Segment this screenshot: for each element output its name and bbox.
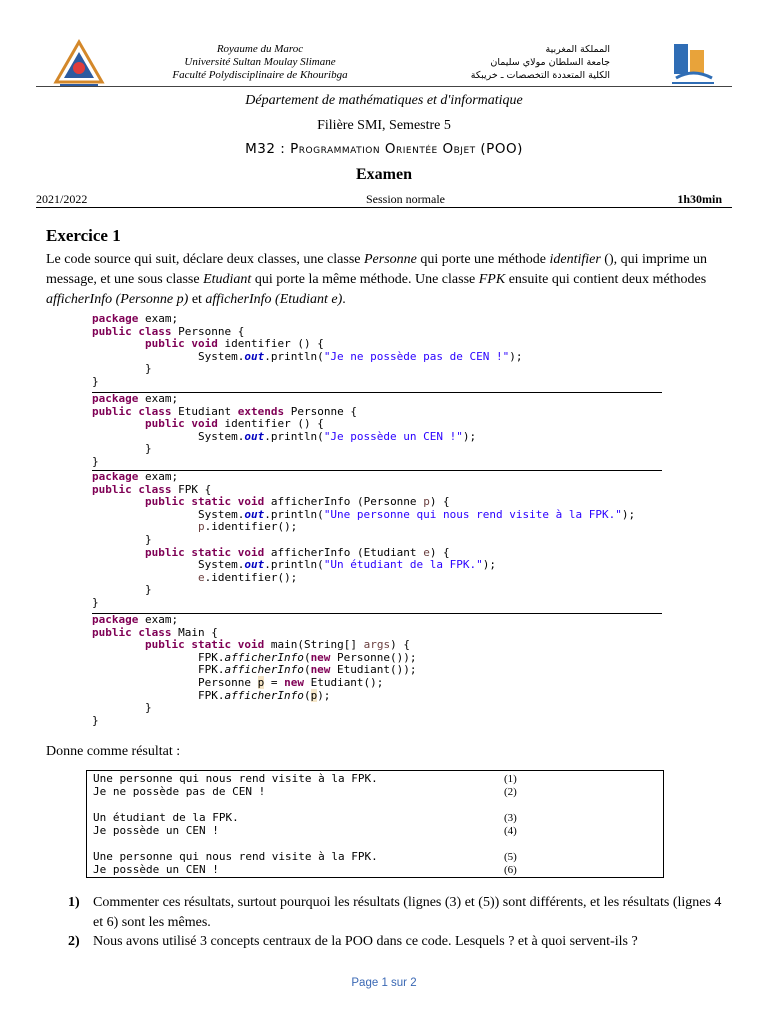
output-line-number: (2) xyxy=(504,786,517,798)
code-line: } xyxy=(92,374,99,388)
filiere-line: Filière SMI, Semestre 5 xyxy=(317,118,451,133)
code-line: public static void afficherInfo (Personne p) { xyxy=(144,495,450,509)
code-line: package exam; xyxy=(92,470,179,483)
question-number: 2) xyxy=(68,934,80,949)
exercise-intro: Le code source qui suit, déclare deux classes, une classe Personne qui porte une méthode identifier (), qui imprime un message, et une sous classe Etudiant qui porte la même méthode. Une classe FPK ensuite qui contient deux méthodes afficherInfo (Personne p) et afficherInfo (Etudiant e). xyxy=(46,252,707,307)
code-line: FPK.afficherInfo(new Etudiant()); xyxy=(92,663,417,677)
output-line: Je possède un CEN ! xyxy=(93,863,219,876)
session-type: Session normale xyxy=(366,192,445,206)
exam-title: Examen xyxy=(356,166,412,183)
code-line: } xyxy=(92,362,152,376)
academic-year: 2021/2022 xyxy=(36,192,88,206)
code-line: } xyxy=(92,713,99,727)
code-line: } xyxy=(92,454,99,468)
module-title: M32 : Programmation Orientée Objet (POO) xyxy=(245,141,523,157)
code-line: public class Personne { xyxy=(92,324,245,338)
result-label: Donne comme résultat : xyxy=(46,744,181,759)
code-line: public static void main(String[] args) { xyxy=(144,638,410,652)
code-line: System.out.println("Une personne qui nous rend visite à la FPK."); xyxy=(92,507,636,521)
university-logo xyxy=(668,38,718,90)
code-block-etudiant xyxy=(92,393,476,469)
code-line: public class Etudiant extends Personne { xyxy=(92,404,357,418)
question-1 xyxy=(68,893,728,933)
question-text: Nous avons utilisé 3 concepts centraux de la POO dans ce code. Lesquels ? et à quoi servent-ils ? xyxy=(93,934,638,949)
code-line: public void identifier () { xyxy=(144,337,324,351)
question-number: 1) xyxy=(68,895,80,910)
output-line-number: (4) xyxy=(504,825,517,837)
code-line: package exam; xyxy=(92,392,179,405)
output-line-number: (3) xyxy=(504,812,517,824)
output-line-number: (6) xyxy=(504,864,517,876)
header-french: Royaume du Maroc Université Sultan Moulay Slimane Faculté Polydisciplinaire de Khouribga xyxy=(172,43,348,81)
code-line: System.out.println("Un étudiant de la FPK."); xyxy=(92,558,497,572)
code-line: Personne p = new Etudiant(); xyxy=(92,675,384,689)
code-line: e.identifier(); xyxy=(197,570,298,584)
code-line: } xyxy=(92,583,152,597)
code-block-main xyxy=(92,614,417,727)
code-line: FPK.afficherInfo(new Personne()); xyxy=(92,650,417,664)
header-divider xyxy=(36,86,732,87)
code-line: public class FPK { xyxy=(92,482,212,496)
output-line: Une personne qui nous rend visite à la FPK. xyxy=(93,772,378,785)
code-line: package exam; xyxy=(92,613,179,626)
header-arabic: المملكة المغربية جامعة السلطان مولاي سليمان الكلية المتعددة التخصصات ـ خريبكة xyxy=(470,44,610,81)
faculty-logo xyxy=(50,38,108,90)
code-line: package exam; xyxy=(92,312,179,325)
code-line: public class Main { xyxy=(92,625,218,639)
code-line: System.out.println("Je possède un CEN !"); xyxy=(92,429,477,443)
exercise-title: Exercice 1 xyxy=(46,226,121,245)
code-line: } xyxy=(92,532,152,546)
code-block-personne xyxy=(92,313,523,389)
code-line: } xyxy=(92,595,99,609)
code-line: public static void afficherInfo (Etudiant e) { xyxy=(144,545,450,559)
code-line: System.out.println("Je ne possède pas de CEN !"); xyxy=(92,349,523,363)
output-line-number: (1) xyxy=(504,773,517,785)
code-line: FPK.afficherInfo(p); xyxy=(92,688,331,702)
output-line-number: (5) xyxy=(504,851,517,863)
page-footer: Page 1 sur 2 xyxy=(351,977,417,989)
code-block-fpk xyxy=(92,471,635,610)
exam-duration: 1h30min xyxy=(677,192,722,206)
output-line: Une personne qui nous rend visite à la FPK. xyxy=(93,850,378,863)
department-title: Département de mathématiques et d'informatique xyxy=(245,93,523,108)
meta-divider xyxy=(36,207,732,208)
output-line: Un étudiant de la FPK. xyxy=(93,811,239,824)
code-line: public void identifier () { xyxy=(144,417,324,431)
question-text: Commenter ces résultats, surtout pourquoi les résultats (lignes (3) et (5)) sont différents, et les résultats (lignes 4 et 6) sont les mêmes. xyxy=(93,895,722,930)
code-line: } xyxy=(92,442,152,456)
output-line: Je possède un CEN ! xyxy=(93,824,219,837)
question-2 xyxy=(68,932,728,952)
output-line: Je ne possède pas de CEN ! xyxy=(93,785,266,798)
code-line: } xyxy=(92,701,152,715)
code-line: p.identifier(); xyxy=(197,520,298,534)
output-box xyxy=(86,770,664,878)
